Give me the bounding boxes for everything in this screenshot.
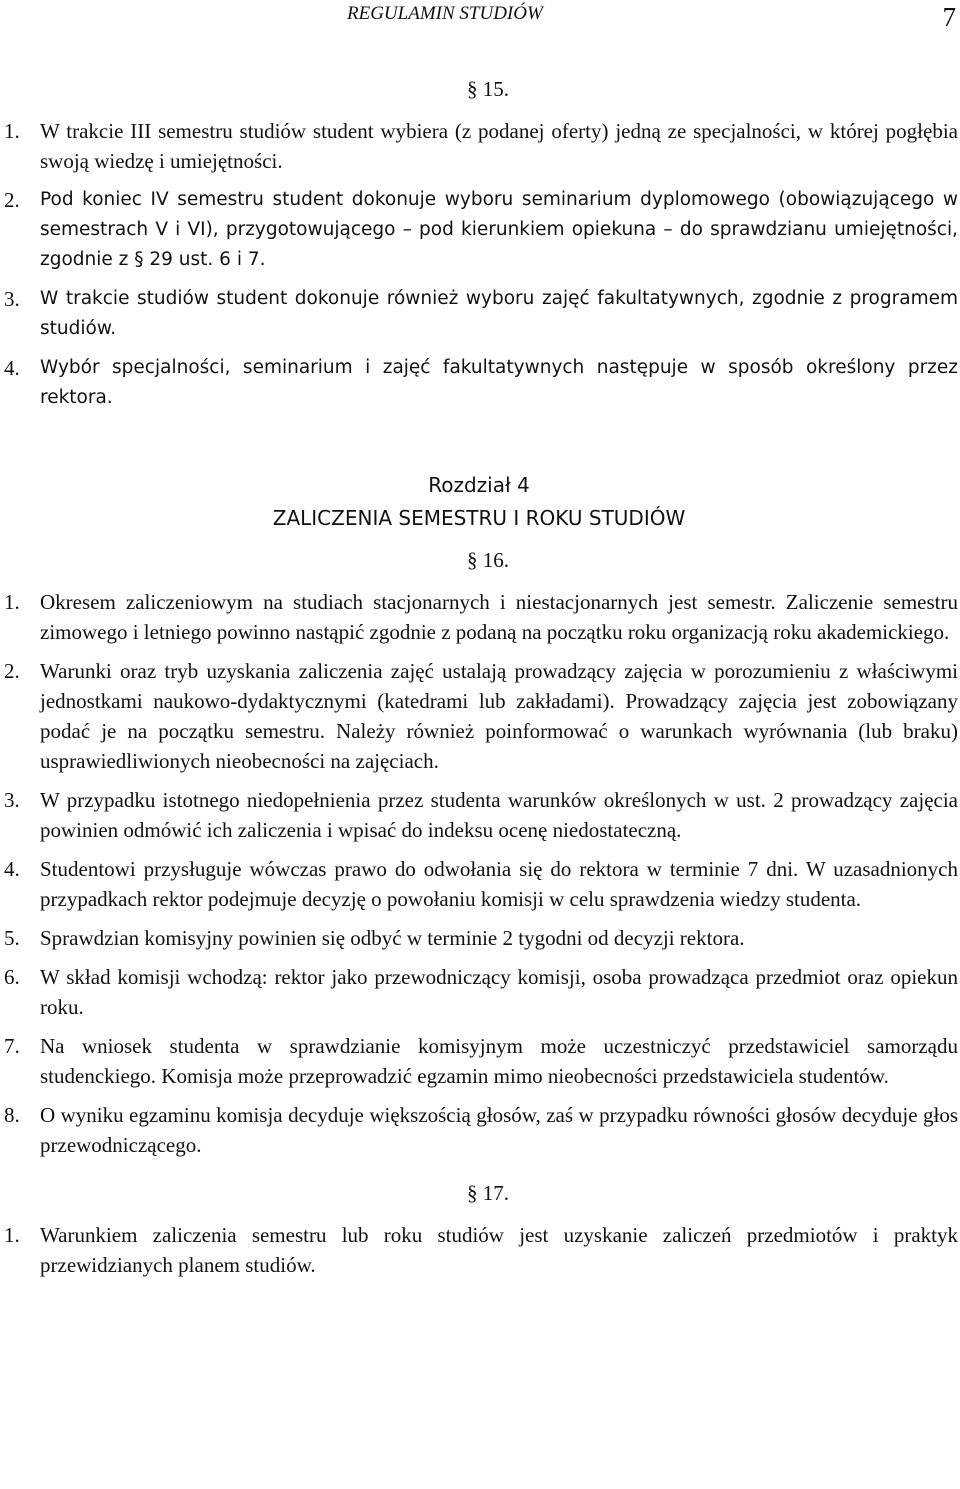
section-15-paragraph-2 — [0, 185, 958, 275]
paragraph-text: Sprawdzian komisyjny powinien się odbyć w terminie 2 tygodni od decyzji rektora. — [40, 926, 745, 950]
chapter-title: ZALICZENIA SEMESTRU I ROKU STUDIÓW — [272, 506, 686, 530]
section-16-paragraph-2 — [0, 656, 958, 776]
running-header — [0, 0, 960, 40]
paragraph-text: W trakcie III semestru studiów student wybiera (z podanej oferty) jedną ze specjalności, w której pogłębia swoją wiedzę i umiejętności. — [40, 119, 958, 173]
paragraph-number: 7. — [4, 1034, 20, 1058]
paragraph-number: 2. — [4, 188, 20, 212]
paragraph-text: Studentowi przysługuje wówczas prawo do odwołania się do rektora w terminie 7 dni. W uzasadnionych przypadkach rektor podejmuje decyzję o powołaniu komisji w celu sprawdzenia wiedzy studenta. — [40, 857, 958, 911]
paragraph-text: Wybór specjalności, seminarium i zajęć fakultatywnych następuje w sposób określony przez rektora. — [40, 357, 958, 408]
section-16-paragraph-5 — [0, 923, 958, 953]
paragraph-text: O wyniku egzaminu komisja decyduje większością głosów, zaś w przypadku równości głosów decyduje głos przewodniczącego. — [40, 1103, 958, 1157]
paragraph-number: 4. — [4, 857, 20, 881]
paragraph-text: Warunki oraz tryb uzyskania zaliczenia zajęć ustalają prowadzący zajęcia w porozumieniu z właściwymi jednostkami naukowo-dydaktycznymi (katedrami lub zakładami). Prowadzący zajęcia jest zobowiązany podać je na początku semestru. Należy również poinformować o warunkach wyrównania (lub braku) usprawiedliwionych nieobecności na zajęciach. — [40, 659, 958, 773]
section-17-paragraph-1 — [0, 1220, 958, 1280]
chapter-heading — [0, 469, 958, 535]
paragraph-number: 8. — [4, 1103, 20, 1127]
section-16-paragraph-1 — [0, 587, 958, 647]
paragraph-text: W skład komisji wchodzą: rektor jako przewodniczący komisji, osoba prowadząca przedmiot oraz opiekun roku. — [40, 965, 958, 1019]
paragraph-number: 1. — [4, 119, 20, 143]
paragraph-number: 5. — [4, 926, 20, 950]
paragraph-text: Okresem zaliczeniowym na studiach stacjonarnych i niestacjonarnych jest semestr. Zaliczenie semestru zimowego i letniego powinno nastąpić zgodnie z podaną na początku roku organizacją roku akademickiego. — [40, 590, 958, 644]
section-15-paragraph-4 — [0, 353, 958, 413]
paragraph-number: 3. — [4, 287, 20, 311]
paragraph-number: 1. — [4, 590, 20, 614]
section-16-paragraph-4 — [0, 854, 958, 914]
paragraph-number: 1. — [4, 1223, 20, 1247]
section-16-paragraph-3 — [0, 785, 958, 845]
section-15-paragraph-1 — [0, 116, 958, 176]
paragraph-number: 6. — [4, 965, 20, 989]
section-16-paragraph-7 — [0, 1031, 958, 1091]
section-15-paragraph-3 — [0, 284, 958, 344]
section-16-paragraph-6 — [0, 962, 958, 1022]
paragraph-text: Pod koniec IV semestru student dokonuje wyboru seminarium dyplomowego (obowiązującego w semestrach V i VI), przygotowującego – pod kierunkiem opiekuna – do sprawdzianu umiejętności, zgodnie z § 29 ust. 6 i 7. — [40, 189, 958, 270]
paragraph-number: 3. — [4, 788, 20, 812]
page-number: 7 — [942, 2, 956, 32]
section-16-paragraph-8 — [0, 1100, 958, 1160]
paragraph-number: 2. — [4, 659, 20, 683]
document-body — [0, 74, 958, 1289]
paragraph-number: 4. — [4, 356, 20, 380]
paragraph-text: Na wniosek studenta w sprawdzianie komisyjnym może uczestniczyć przedstawiciel samorządu studenckiego. Komisja może przeprowadzić egzamin mimo nieobecności przedstawiciela studentów. — [40, 1034, 958, 1088]
paragraph-text: W przypadku istotnego niedopełnienia przez studenta warunków określonych w ust. 2 prowadzący zajęcia powinien odmówić ich zaliczenia i wpisać do indeksu ocenę niedostateczną. — [40, 788, 958, 842]
section-16-heading: § 16. — [467, 548, 509, 572]
chapter-label: Rozdział 4 — [428, 473, 530, 497]
document-title: REGULAMIN STUDIÓW — [347, 3, 543, 24]
paragraph-text: W trakcie studiów student dokonuje również wyboru zajęć fakultatywnych, zgodnie z programem studiów. — [40, 288, 958, 339]
section-17-heading: § 17. — [467, 1181, 509, 1205]
paragraph-text: Warunkiem zaliczenia semestru lub roku studiów jest uzyskanie zaliczeń przedmiotów i praktyk przewidzianych planem studiów. — [40, 1223, 958, 1277]
section-15-heading: § 15. — [467, 77, 509, 101]
